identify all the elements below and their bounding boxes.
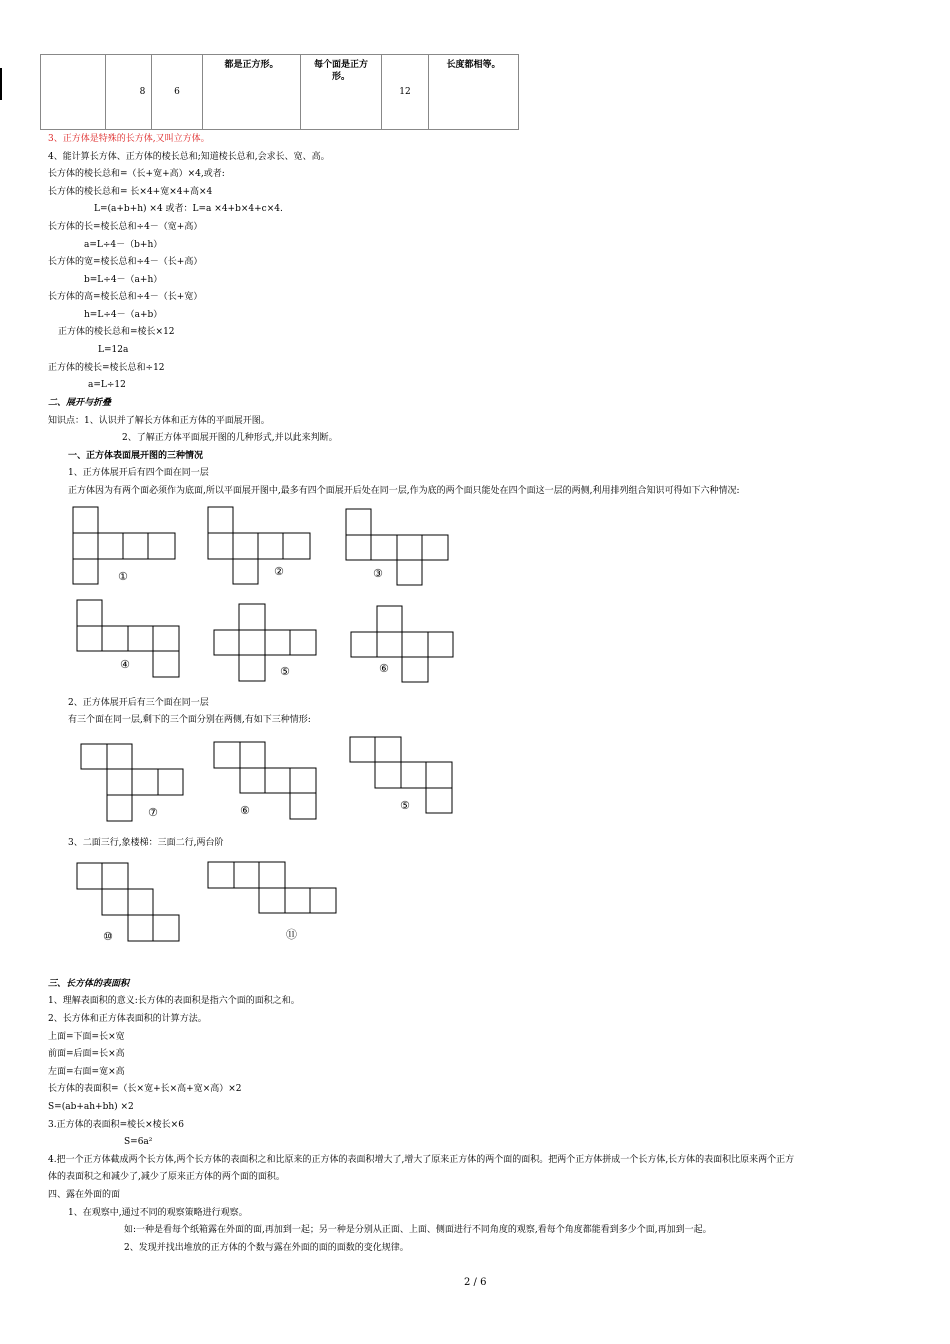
formula: a=L÷12 (88, 380, 126, 390)
text-line: 长方体的高=棱长总和÷4－（长+宽） (48, 292, 203, 302)
text-line: 正方体因为有两个面必须作为底面,所以平面展开图中,最多有四个面展开后处在同一层,作为底的两个面只能处在四个面这一层的两侧,利用排列组合知识可得如下六种情况: (68, 486, 740, 496)
text-line: 长方体的棱长总和=（长+宽+高）×4,或者: (48, 169, 225, 179)
formula: S=6a² (124, 1137, 153, 1147)
table-cell: 12 (382, 55, 429, 130)
text-line: 1、理解表面积的意义:长方体的表面积是指六个面的面积之和。 (48, 996, 300, 1006)
figure-label: ④ (120, 658, 130, 671)
text-line: 3、二面三行,象楼梯：三面二行,两台阶 (68, 838, 224, 848)
figure-label: ① (118, 570, 128, 583)
page-number: 2 / 6 (464, 1277, 487, 1288)
text-line: 3.正方体的表面积=棱长×棱长×6 (48, 1120, 184, 1130)
figure-label: ⑥ (379, 662, 389, 675)
text-line: 正方体的棱长=棱长总和÷12 (48, 363, 165, 373)
text-line: 前面=后面=长×高 (48, 1049, 125, 1059)
text-line: 4、能计算长方体、正方体的棱长总和;知道棱长总和,会求长、宽、高。 (48, 152, 330, 162)
text-line: 体的表面积之和减少了,减少了原来正方体的两个面的面积。 (48, 1172, 285, 1182)
figure-label: ⑤ (400, 799, 410, 812)
formula: S=(ab+ah+bh) ×2 (48, 1102, 134, 1112)
text-line: 正方体的棱长总和=棱长×12 (58, 327, 175, 337)
table-cell: 长度都相等。 (429, 55, 519, 130)
text-line: 知识点：1、认识并了解长方体和正方体的平面展开图。 (48, 416, 270, 426)
table-cell: 每个面是正方形。 (301, 55, 382, 130)
section-heading: 四、露在外面的面 (48, 1190, 121, 1200)
figure-label: ③ (373, 567, 383, 580)
table-cell: 8 (106, 55, 152, 130)
text-line: 长方体的长=棱长总和÷4－（宽+高） (48, 222, 203, 232)
table-cell: 6 (152, 55, 203, 130)
text-line: 2、发现并找出堆放的正方体的个数与露在外面的面的面数的变化规律。 (124, 1243, 409, 1253)
formula: h=L÷4－（a+b） (84, 310, 163, 320)
formula: b=L÷4－（a+h） (84, 275, 163, 285)
text-line: 2、长方体和正方体表面积的计算方法。 (48, 1014, 207, 1024)
text-line: 4.把一个正方体截成两个长方体,两个长方体的表面积之和比原来的正方体的表面积增大了,增大了原来正方体的两个面的面积。把两个正方体拼成一个长方体,长方体的表面积比原来两个正方 (48, 1155, 795, 1165)
subsection-heading: 一、正方体表面展开图的三种情况 (68, 451, 204, 461)
text-line: 1、正方体展开后有四个面在同一层 (68, 468, 209, 478)
text-line: 1、在观察中,通过不同的观察策略进行观察。 (68, 1208, 248, 1218)
table-cell: 都是正方形。 (203, 55, 301, 130)
figure-label: ⑤ (280, 665, 290, 678)
section-heading: 二、展开与折叠 (48, 398, 112, 408)
text-line: 长方体的表面积=（长×宽+长×高+宽×高）×2 (48, 1084, 242, 1094)
text-line: 长方体的棱长总和= 长×4+宽×4+高×4 (48, 187, 213, 197)
text-line: 2、正方体展开后有三个面在同一层 (68, 698, 209, 708)
formula: L=(a+b+h) ×4 或者：L=a ×4+b×4+c×4. (94, 204, 283, 214)
figure-label: ⑥ (240, 804, 250, 817)
figure-label: ⑩ (103, 930, 113, 943)
text-line: 3、正方体是特殊的长方体,又叫立方体。 (48, 134, 210, 144)
text-line: 长方体的宽=棱长总和÷4－（长+高） (48, 257, 203, 267)
formula: a=L÷4－（b+h） (84, 240, 163, 250)
text-line: 上面=下面=长×宽 (48, 1032, 125, 1042)
text-line: 如:一种是看每个纸箱露在外面的面,再加到一起；另一种是分别从正面、上面、侧面进行不同角度的观察,看每个角度都能看到多少个面,再加到一起。 (124, 1225, 712, 1235)
text-line: 左面=右面=宽×高 (48, 1067, 125, 1077)
figure-label: ⑦ (148, 806, 158, 819)
figure-label: ② (274, 565, 284, 578)
text-line: 有三个面在同一层,剩下的三个面分别在两侧,有如下三种情形: (68, 715, 311, 725)
figure-label: ⑪ (286, 928, 297, 941)
formula: L=12a (98, 345, 129, 355)
section-heading: 三、长方体的表面积 (48, 979, 130, 989)
text-line: 2、了解正方体平面展开图的几种形式,并以此来判断。 (122, 433, 338, 443)
